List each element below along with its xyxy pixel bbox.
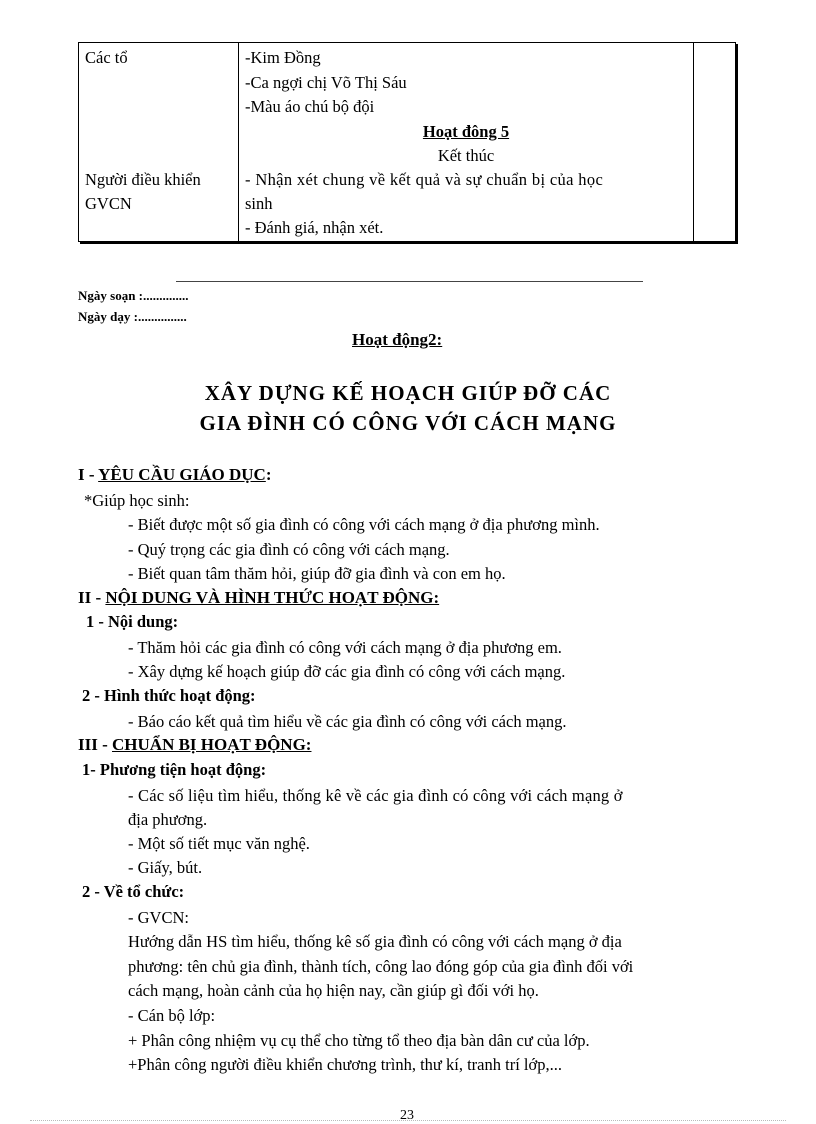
table-groups-label: Các tổ bbox=[85, 48, 128, 67]
list-item: - Một số tiết mục văn nghệ. bbox=[128, 834, 310, 853]
section-3-title: CHUẨN BỊ HOẠT ĐỘNG: bbox=[112, 735, 312, 754]
activity-heading: Hoạt động2: bbox=[352, 330, 443, 349]
table-group-item: -Ca ngợi chị Võ Thị Sáu bbox=[245, 73, 407, 92]
list-item: - Biết được một số gia đình có công với cách mạng ở địa phương mình. bbox=[128, 515, 600, 534]
table-leader-label: Người điều khiển bbox=[85, 170, 201, 189]
list-item: - Thăm hỏi các gia đình có công với cách mạng ở địa phương em. bbox=[128, 638, 562, 657]
section-2-sub1: 1 - Nội dung: bbox=[86, 612, 179, 631]
section-3-prefix: III - bbox=[78, 735, 113, 754]
class-officers-label: - Cán bộ lớp: bbox=[128, 1006, 216, 1025]
section-1-intro: *Giúp học sinh: bbox=[84, 491, 190, 510]
table-closing-item: - Đánh giá, nhận xét. bbox=[245, 218, 384, 237]
page-number: 23 bbox=[400, 1108, 414, 1123]
page-title-line2: GIA ĐÌNH CÓ CÔNG VỚI CÁCH MẠNG bbox=[199, 411, 617, 435]
section-2-prefix: II - bbox=[78, 588, 106, 607]
table-col-divider bbox=[693, 43, 694, 241]
prep-date: Ngày soạn :.............. bbox=[78, 288, 189, 303]
guide-text: cách mạng, hoàn cảnh của họ hiện nay, cần giúp gì đối với họ. bbox=[128, 981, 539, 1000]
section-2-heading bbox=[78, 588, 439, 608]
section-1-title: YÊU CẦU GIÁO DỤC bbox=[98, 465, 266, 484]
activity-table bbox=[78, 42, 736, 242]
table-closing-item: - Nhận xét chung về kết quả và sự chuẩn bị của học bbox=[245, 170, 604, 189]
guide-text: Hướng dẫn HS tìm hiểu, thống kê số gia đình có công với cách mạng ở địa bbox=[128, 932, 622, 951]
list-item: - Giấy, bút. bbox=[128, 858, 203, 877]
page-title: XÂY DỰNG KẾ HOẠCH GIÚP ĐỠ CÁC bbox=[204, 381, 612, 405]
table-leader-label: GVCN bbox=[85, 194, 132, 213]
list-item: + Phân công nhiệm vụ cụ thể cho từng tổ theo địa bàn dân cư của lớp. bbox=[128, 1031, 590, 1050]
table-closing-item: sinh bbox=[245, 194, 273, 213]
section-1-prefix: I - bbox=[78, 465, 99, 484]
gvcn-label: - GVCN: bbox=[128, 908, 189, 927]
list-item: - Các số liệu tìm hiểu, thống kê về các gia đình có công với cách mạng ở bbox=[128, 786, 623, 805]
list-item: - Báo cáo kết quả tìm hiểu về các gia đình có công với cách mạng. bbox=[128, 712, 567, 731]
activity5-name: Kết thúc bbox=[437, 146, 495, 165]
list-item: +Phân công người điều khiển chương trình, thư kí, tranh trí lớp,... bbox=[128, 1055, 562, 1074]
section-2-title: NỘI DUNG VÀ HÌNH THỨC HOẠT ĐỘNG: bbox=[105, 588, 440, 607]
section-3-sub1: 1- Phương tiện hoạt động: bbox=[82, 760, 267, 779]
section-2-sub2: 2 - Hình thức hoạt động: bbox=[82, 686, 256, 705]
section-1-colon: : bbox=[265, 465, 272, 484]
section-3-heading bbox=[78, 735, 311, 755]
table-group-item: -Kim Đồng bbox=[245, 48, 321, 67]
section-1-heading bbox=[78, 465, 271, 485]
divider bbox=[176, 281, 643, 282]
list-item: địa phương. bbox=[128, 810, 208, 829]
activity5-heading: Hoạt đông 5 bbox=[422, 122, 510, 141]
page-footer-line bbox=[30, 1120, 786, 1121]
section-3-sub2: 2 - Về tổ chức: bbox=[82, 882, 185, 901]
table-group-item: -Màu áo chú bộ đội bbox=[245, 97, 375, 116]
list-item: - Xây dựng kế hoạch giúp đỡ các gia đình có công với cách mạng. bbox=[128, 662, 566, 681]
list-item: - Biết quan tâm thăm hỏi, giúp đỡ gia đình và con em họ. bbox=[128, 564, 506, 583]
list-item: - Quý trọng các gia đình có công với cách mạng. bbox=[128, 540, 450, 559]
guide-text: phương: tên chủ gia đình, thành tích, công lao đóng góp của gia đình đối với bbox=[128, 957, 634, 976]
teach-date: Ngày dạy :............... bbox=[78, 309, 187, 324]
